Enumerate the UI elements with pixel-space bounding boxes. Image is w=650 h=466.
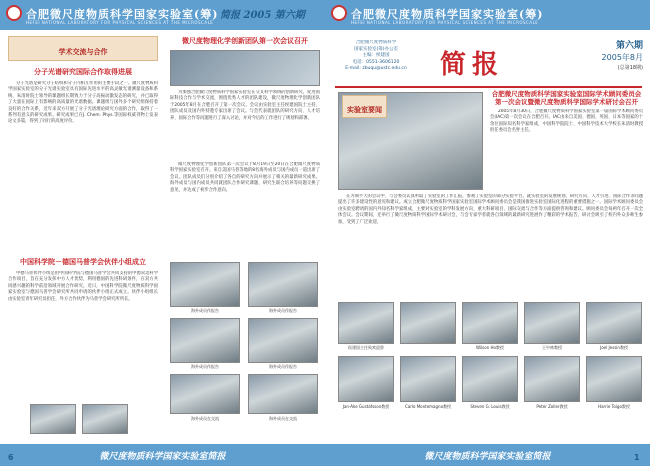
photo-caption: Carlo Montemagno教授 <box>404 404 452 409</box>
section-label: 学术交流与合作 <box>58 47 108 56</box>
photo <box>524 302 580 344</box>
photo <box>82 404 128 434</box>
issue-total: (总第18期) <box>617 65 643 71</box>
photo-caption: 海外成员作报告 <box>191 308 219 313</box>
news-section-label: 实验室要闻 <box>347 105 382 114</box>
left-issue-tag: 简报 2005 第六期 <box>220 10 305 21</box>
photo <box>248 374 318 414</box>
issue-info <box>565 38 643 78</box>
photo-caption: 侯建国主任致欢迎辞 <box>348 345 384 350</box>
photo-caption: Steven G. Louis教授 <box>470 404 510 409</box>
photo <box>170 318 240 363</box>
jianbao-title: 简报 <box>440 50 505 80</box>
issue-label: 第六期 <box>615 41 643 51</box>
left-column-1 <box>8 36 158 436</box>
photo <box>524 356 580 402</box>
photo-caption: 海外成员作报告 <box>269 364 297 369</box>
left-banner-title: 合肥微尺度物质科学国家实验室(筹) <box>26 8 219 21</box>
article3-title: 中国科学院－德国马普学会伙伴小组成立 <box>20 257 146 266</box>
photo <box>170 374 240 414</box>
lab-logo <box>331 5 347 21</box>
photo <box>248 318 318 363</box>
photo <box>586 302 642 344</box>
photo <box>338 356 394 402</box>
sponsor-line: 主编：侯建国 <box>362 53 390 59</box>
sponsor-line: E-mail: zbuqu@ustc.edu.cn <box>345 66 407 72</box>
photo <box>462 356 518 402</box>
section-label-box <box>8 36 158 61</box>
photo-caption: Peter Zoller教授 <box>536 404 568 409</box>
lead-article <box>490 90 643 200</box>
article2-body-continued: 微尺度物理化学创新团队第一次会议于8月19日至20日在合肥微尺度物质科学国家实验室召开。来自美国马普等地的8名海外成员与国内成员一道出席了会议。团队成员们分别介绍了各自的研究方向并展示了相关的最新研究成果。海外成员与国内成员共同就团队合作研究课题、研究生联合培养等问题交换了意见，并达成了初步合作意向。 <box>170 162 320 193</box>
photo <box>586 356 642 402</box>
right-footer-text: 微尺度物质科学国家实验室简报 <box>424 451 551 462</box>
photo <box>400 302 456 344</box>
photo <box>462 302 518 344</box>
photo-caption: Joel Jessin教授 <box>600 345 628 350</box>
left-banner-subtitle: HEFEI NATIONAL LABORATORY FOR PHYSICAL SCIENCES AT THE MICROSCALE <box>26 20 214 25</box>
article1-title: 分子光谱研究国际合作取得进展 <box>34 67 132 76</box>
sponsor-line: 合肥微尺度物质科学 <box>355 40 397 45</box>
photo-caption: 海外成员在交流 <box>269 416 297 421</box>
sponsor-box <box>336 40 416 90</box>
article1-body: 分子光谱是研究分子结构和分子内相互作用的主要手段之一。微尺度物质科学国家实验室的分子光谱实验室具有国际先进水平的高灵敏光谱测量设备和系统，朱清时院士领导的课题组长期致力于分子高振动激发态的研究，并已取得了大量在国际上有影响的高质量的光谱数据。课题组与国外多个研究组保持着良好的合作关系，近年来双方开展了分子光谱理论研究方面的合作，取得了一系列有意义的研究成果。研究成果已在J. Chem. Phys.等国际权威刊物上发表论文多篇，得到了同行的高度评价。 <box>8 81 158 125</box>
photo-caption: 海外成员在交流 <box>191 416 219 421</box>
sponsor-line: 电话：0551-3606120 <box>352 59 400 65</box>
group-photo <box>170 50 320 86</box>
right-banner-title: 合肥微尺度物质科学国家实验室(筹) <box>351 8 544 21</box>
lead-article-continued <box>338 194 643 298</box>
left-header-banner <box>0 0 325 30</box>
right-banner-subtitle: HEFEI NATIONAL LABORATORY FOR PHYSICAL SCIENCES AT THE MICROSCALE <box>351 20 539 25</box>
left-footer-text: 微尺度物质科学国家实验室简报 <box>99 451 226 462</box>
lab-logo <box>6 5 22 21</box>
header-divider <box>335 86 642 88</box>
article3-body: 中德马普伙伴小组是由中国科学院与德国马普学会共同支持的中德双边科学合作项目，旨在充分发挥中方人才优势，利用德国的先进科研条件，在双方共同感兴趣的科学前沿领域开展合作研究。近日，中国科学院微尺度物质科学国家实验室与德国马普学会研究所共同申请的伙伴小组正式成立。伙伴小组组长由实验室青年研究员担任，外方合作伙伴为马普学会研究所所长。 <box>8 271 158 302</box>
right-page-number: 1 <box>634 453 640 462</box>
photo-caption: 海外成员作报告 <box>269 308 297 313</box>
article2-title: 微尺度物理化学创新团队第一次会议召开 <box>182 36 308 45</box>
photo-caption: Wilson Ho教授 <box>476 345 504 350</box>
photo-caption: Jan-Ake Gustafsson教授 <box>342 404 390 409</box>
photo <box>170 262 240 307</box>
sponsor-line: 国家实验室(筹)办公室 <box>353 46 398 52</box>
left-column-2 <box>170 36 320 256</box>
right-header-banner <box>325 0 650 30</box>
photo <box>400 356 456 402</box>
photo <box>248 262 318 307</box>
photo-caption: 海外成员作报告 <box>191 364 219 369</box>
photo <box>338 302 394 344</box>
article2-body: 为加强合肥微尺度物质科学国家实验室在交叉科学领域的创新研究，促进国际科技合作与学术交流，围绕优秀人才的团队建设，微尺度物理化学创新团队于2005年8月在合肥召开了第一次会议。会议由实验室主任侯建国院士主持，团队成员及国内外特邀专家出席了会议。与会代表就团队的研究方向、人才培养、国际合作等问题进行了深入讨论，并对今后的工作进行了规划和部署。 <box>170 90 320 121</box>
left-page-number: 6 <box>8 453 14 462</box>
lead-title: 合肥微尺度物质科学国家实验室国际学术顾问委员会第一次会议暨微尺度物质科学国际学术研讨会召开 <box>491 90 642 106</box>
photo <box>30 404 76 434</box>
left-footer-banner <box>0 444 325 466</box>
photo-caption: Harrie Toigo教授 <box>598 404 630 409</box>
lead-body-continued: 在为期半天的会议中，与会委员认真听取了实验室的工作汇报，参观了实验室的部分实验平台，就实验室的发展规划、研究方向、人才引进、国际合作等问题提出了许多建设性的意见和建议。成立合肥微尺度物质科学国家实验室国际学术顾问委员会是我国推进实验室国际化进程的重要措施之一。国际学术顾问委员会由实验室聘请的国内外知名科学家组成，主要对实验室的学科发展方向、重大科研项目、国际交流与合作等方面提供咨询和建议。顾问委员会每两年召开一次全体会议。会议期间，还举行了微尺度物质科学国际学术研讨会，与会专家学者就各自领域的最新研究进展作了精彩的学术报告，研讨会吸引了校内外众多师生参加，受到了广泛欢迎。 <box>338 194 643 225</box>
issue-date: 2005年8月 <box>601 53 643 62</box>
news-section-label-box <box>342 95 387 118</box>
photo-caption: 王中林教授 <box>542 345 562 350</box>
right-footer-banner <box>325 444 650 466</box>
lead-body: 2005年8月30日，合肥微尺度物质科学国家实验室第一届国际学术顾问委员会(IAC)第一次会议在合肥召开。IAC由来自美国、德国、英国、日本等国家的十余位国际知名科学家组成，中国科学院院士、中国科学技术大学校长朱清时教授担任委员会名誉主任。 <box>490 109 643 134</box>
